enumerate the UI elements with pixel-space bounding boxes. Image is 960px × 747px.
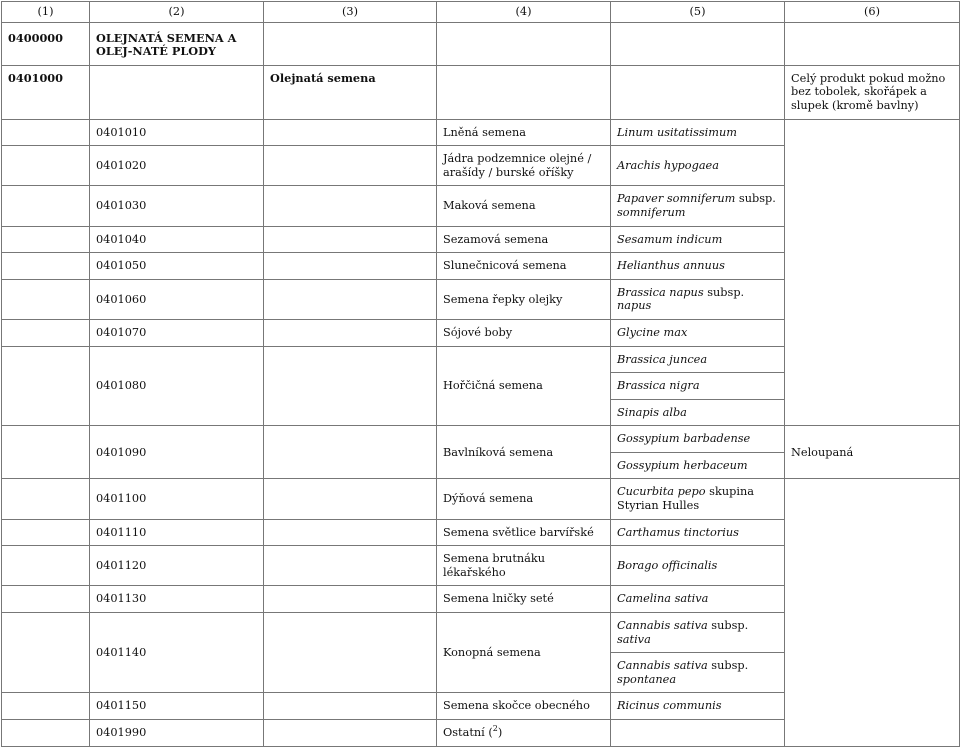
latin-name: Helianthus annuus	[611, 253, 785, 280]
latin-name: Camelina sativa	[611, 586, 785, 613]
table-row	[2, 426, 960, 479]
product-code: 0401130	[90, 586, 264, 613]
column-header: (5)	[611, 2, 785, 23]
product-name: Hořčičná semena	[437, 346, 611, 426]
latin-name: Cucurbita pepo skupina Styrian Hulles	[611, 479, 785, 519]
product-code: 0401150	[90, 693, 264, 720]
group-code: 0400000	[2, 22, 90, 65]
category-note: Celý produkt pokud možno bez tobolek, skořápek a slupek (kromě bavlny)	[785, 65, 960, 119]
latin-name: Linum usitatissimum	[611, 119, 785, 146]
product-code: 0401090	[90, 426, 264, 479]
footnote-marker[interactable]: 2	[492, 724, 498, 734]
table-row	[2, 119, 960, 146]
product-code: 0401110	[90, 519, 264, 546]
column-header: (1)	[2, 2, 90, 23]
category-row	[2, 65, 960, 119]
latin-name: Gossypium barbadense	[617, 432, 751, 446]
product-code: 0401040	[90, 226, 264, 253]
table-row	[2, 479, 960, 519]
product-code: 0401070	[90, 319, 264, 346]
product-name: Lněná semena	[437, 119, 611, 146]
latin-name: Gossypium herbaceum	[611, 452, 784, 479]
latin-name: Brassica juncea	[617, 352, 708, 366]
latin-name: Sesamum indicum	[611, 226, 785, 253]
column-header: (3)	[264, 2, 437, 23]
product-code: 0401990	[90, 720, 264, 747]
latin-name: Arachis hypogaea	[611, 146, 785, 186]
product-name: Bavlníková semena	[437, 426, 611, 479]
column-header-row	[2, 2, 960, 23]
column-header: (4)	[437, 2, 611, 23]
product-code: 0401010	[90, 119, 264, 146]
product-note: Neloupaná	[785, 426, 960, 479]
product-code: 0401060	[90, 279, 264, 319]
product-code: 0401080	[90, 346, 264, 426]
latin-name: Cannabis sativa subsp. sativa	[617, 619, 749, 646]
latin-name-list	[611, 426, 785, 479]
latin-name: Sinapis alba	[611, 399, 784, 426]
latin-name: Papaver somniferum subsp. somniferum	[611, 186, 785, 226]
latin-name-list	[611, 613, 785, 693]
product-code: 0401100	[90, 479, 264, 519]
category-code: 0401000	[2, 65, 90, 119]
product-name: Sezamová semena	[437, 226, 611, 253]
product-code: 0401120	[90, 546, 264, 586]
latin-name-list	[611, 346, 785, 426]
product-name: Jádra podzemnice olejné / arašídy / burské oříšky	[437, 146, 611, 186]
product-name: Konopná semena	[437, 613, 611, 693]
category-label: Olejnatá semena	[264, 65, 437, 119]
product-code: 0401140	[90, 613, 264, 693]
column-header: (6)	[785, 2, 960, 23]
latin-name: Brassica nigra	[611, 372, 784, 399]
product-name: Ostatní ($^2$)	[437, 720, 611, 747]
latin-name: Brassica napus subsp. napus	[611, 279, 785, 319]
product-name: Sójové boby	[437, 319, 611, 346]
product-name: Semena skočce obecného	[437, 693, 611, 720]
latin-name: Borago officinalis	[611, 546, 785, 586]
product-name: Slunečnicová semena	[437, 253, 611, 280]
product-code: 0401030	[90, 186, 264, 226]
group-row	[2, 22, 960, 65]
product-name: Semena řepky olejky	[437, 279, 611, 319]
commodity-table	[1, 1, 960, 747]
column-header: (2)	[90, 2, 264, 23]
latin-name: Cannabis sativa subsp. spontanea	[611, 652, 784, 692]
latin-name: Glycine max	[611, 319, 785, 346]
latin-name: Carthamus tinctorius	[611, 519, 785, 546]
product-code: 0401020	[90, 146, 264, 186]
group-label: OLEJNATÁ SEMENA A OLEJ-NATÉ PLODY	[90, 22, 264, 65]
product-name: Semena lničky seté	[437, 586, 611, 613]
product-code: 0401050	[90, 253, 264, 280]
product-name: Dýňová semena	[437, 479, 611, 519]
product-name: Semena brutnáku lékařského	[437, 546, 611, 586]
latin-name: Ricinus communis	[611, 693, 785, 720]
product-name: Semena světlice barvířské	[437, 519, 611, 546]
product-name: Maková semena	[437, 186, 611, 226]
